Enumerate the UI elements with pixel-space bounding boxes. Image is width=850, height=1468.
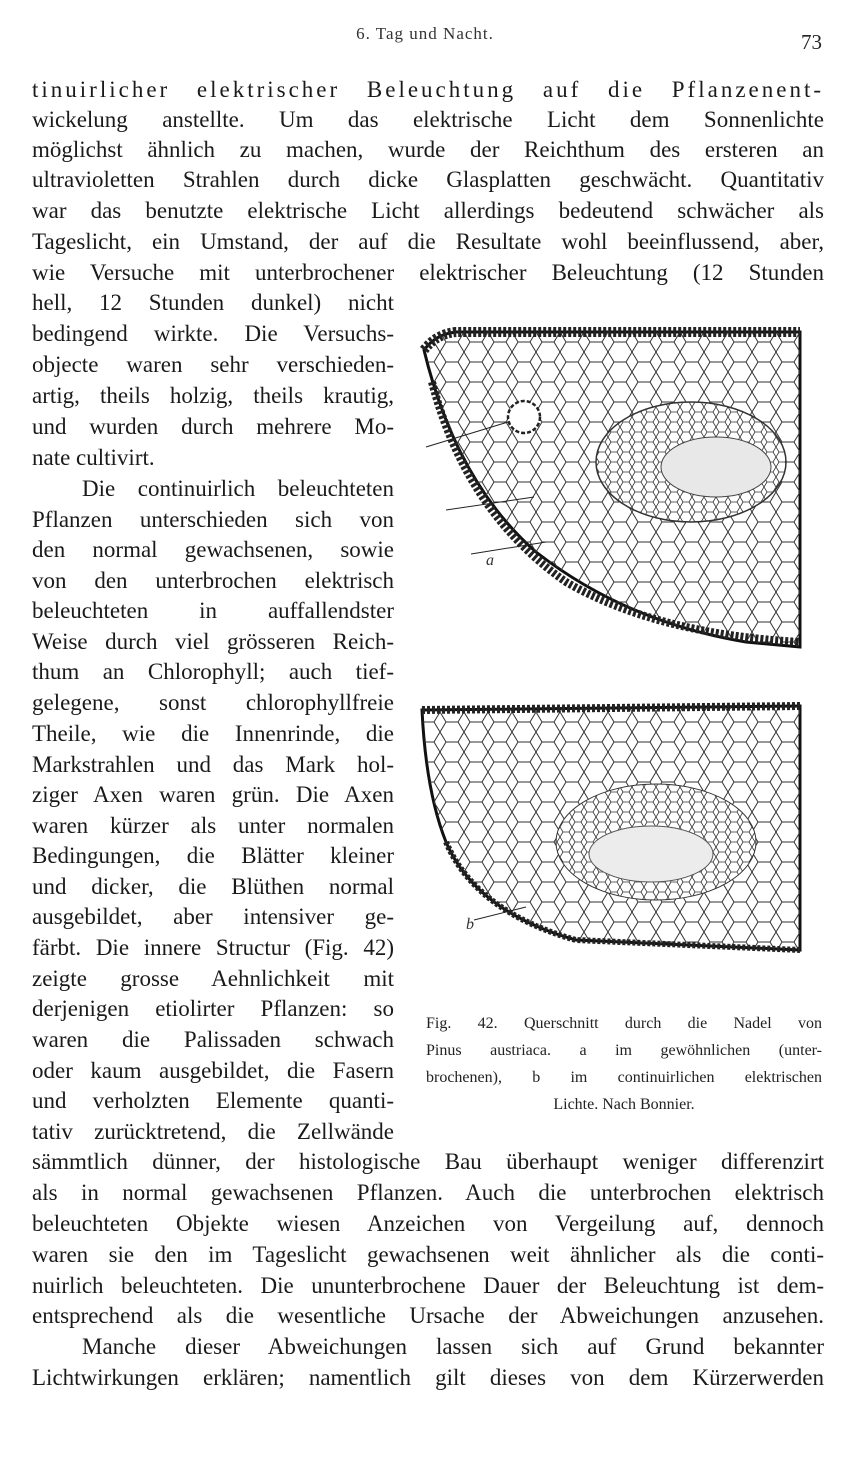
text-line: nuirlich beleuchteten. Die ununterbrochene Dauer der Beleuchtung ist dem-	[32, 1273, 824, 1298]
text-line: ultravioletten Strahlen durch dicke Glasplatten geschwächt. Quantitativ	[32, 167, 824, 192]
text-line: gelegene, sonst chlorophyllfreie	[32, 690, 394, 715]
figure-caption	[426, 1010, 822, 1118]
text-line: Pflanzen unterschieden sich von	[32, 507, 394, 532]
text-line: Markstrahlen und das Mark hol-	[32, 752, 394, 777]
text-line: Tageslicht, ein Umstand, der auf die Resultate wohl beeinflussend, aber,	[32, 229, 824, 254]
text-line: färbt. Die innere Structur (Fig. 42)	[32, 935, 394, 960]
text-line: artig, theils holzig, theils krautig,	[32, 383, 394, 408]
text-line: den normal gewachsenen, sowie	[32, 537, 394, 562]
figure-illustration	[416, 322, 826, 972]
text-line: Weise durch viel grösseren Reich-	[32, 629, 394, 654]
text-line: oder kaum ausgebildet, die Fasern	[32, 1058, 394, 1083]
text-line: war das benutzte elektrische Licht allerdings bedeutend schwächer als	[32, 198, 824, 223]
text-line: nate cultivirt.	[32, 445, 155, 470]
text-line: und verholzten Elemente quanti-	[32, 1088, 394, 1113]
cross-section-b	[416, 702, 826, 962]
text-line: Lichtwirkungen erklären; namentlich gilt dieses von dem Kürzerwerden	[32, 1365, 824, 1390]
text-line: beleuchteten in auffallendster	[32, 598, 394, 623]
running-head: 6. Tag und Nacht.	[356, 24, 494, 43]
text-line: objecte waren sehr verschieden-	[32, 352, 394, 377]
page-number: 73	[801, 30, 822, 54]
text-line: von den unterbrochen elektrisch	[32, 568, 394, 593]
text-line: waren die Palissaden schwach	[32, 1027, 394, 1052]
text-line: tinuirlicher elektrischer Beleuchtung auf die Pflanzenent-	[32, 77, 824, 102]
figure-42	[416, 322, 826, 972]
text-line: ausgebildet, aber intensiver ge-	[32, 904, 394, 929]
text-line: ziger Axen waren grün. Die Axen	[32, 782, 394, 807]
text-line: zeigte grosse Aehnlichkeit mit	[32, 966, 394, 991]
text-line: bedingend wirkte. Die Versuchs-	[32, 321, 394, 346]
caption-line: Pinus austriaca. a im gewöhnlichen (unter-	[426, 1042, 822, 1059]
text-line: hell, 12 Stunden dunkel) nicht	[32, 290, 394, 315]
text-line: waren sie den im Tageslicht gewachsenen weit ähnlicher als die conti-	[32, 1242, 824, 1267]
text-line: Theile, wie die Innenrinde, die	[32, 721, 394, 746]
text-line: waren kürzer als unter normalen	[32, 813, 394, 838]
text-line: Die continuirlich beleuchteten	[82, 476, 394, 501]
text-line: wie Versuche mit unterbrochener elektrischer Beleuchtung (12 Stunden	[32, 260, 824, 285]
text-line: wickelung anstellte. Um das elektrische Licht dem Sonnenlichte	[32, 107, 824, 132]
figure-label-a: a	[486, 552, 494, 569]
figure-label-b: b	[466, 916, 474, 933]
text-line: beleuchteten Objekte wiesen Anzeichen von Vergeilung auf, dennoch	[32, 1211, 824, 1236]
caption-line: Fig. 42. Querschnitt durch die Nadel von	[426, 1015, 822, 1032]
caption-line: Lichte. Nach Bonnier.	[553, 1096, 695, 1113]
caption-line: brochenen), b im continuirlichen elektrischen	[426, 1069, 822, 1086]
text-line: als in normal gewachsenen Pflanzen. Auch die unterbrochen elektrisch	[32, 1180, 824, 1205]
text-line: Manche dieser Abweichungen lassen sich auf Grund bekannter	[82, 1334, 824, 1359]
text-line: sämmtlich dünner, der histologische Bau überhaupt weniger differenzirt	[32, 1149, 824, 1174]
text-line: möglichst ähnlich zu machen, wurde der Reichthum des ersteren an	[32, 137, 824, 162]
text-line: tativ zurücktretend, die Zellwände	[32, 1119, 394, 1144]
text-line: Bedingungen, die Blätter kleiner	[32, 843, 394, 868]
text-line: thum an Chlorophyll; auch tief-	[32, 659, 394, 684]
text-line: und wurden durch mehrere Mo-	[32, 414, 394, 439]
text-line: derjenigen etiolirter Pflanzen: so	[32, 996, 394, 1021]
cross-section-a	[416, 322, 826, 662]
text-line: entsprechend als die wesentliche Ursache der Abweichungen anzusehen.	[32, 1303, 824, 1328]
text-line: und dicker, die Blüthen normal	[32, 874, 394, 899]
